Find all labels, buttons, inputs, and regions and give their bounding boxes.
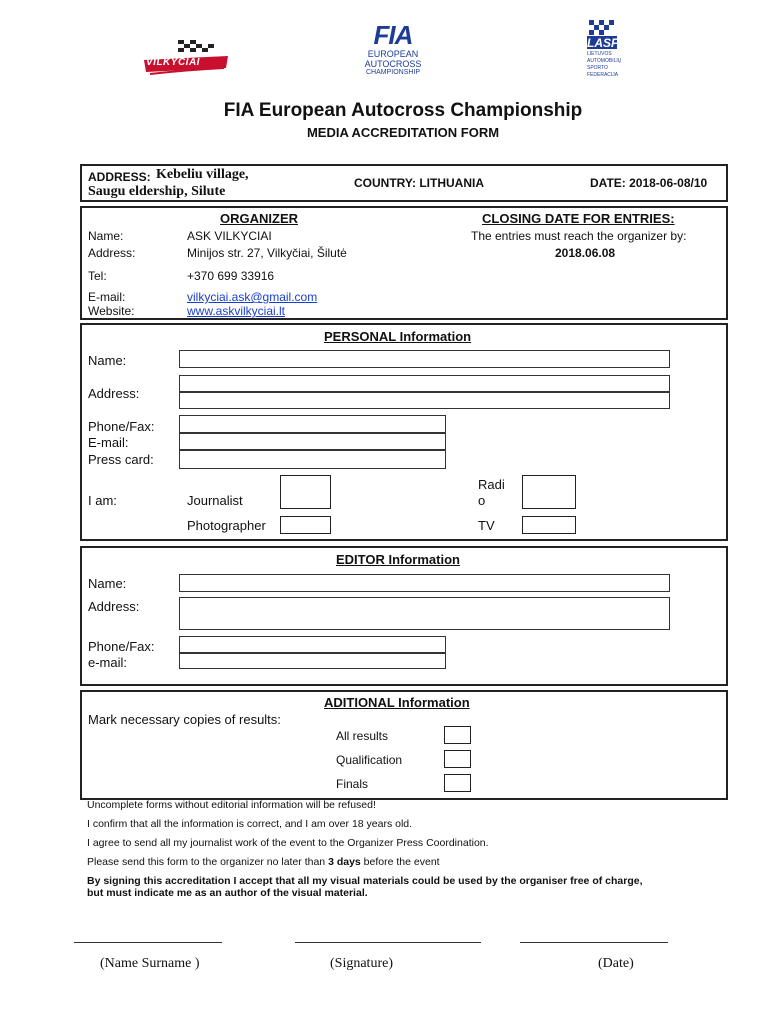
closing-date-title: CLOSING DATE FOR ENTRIES:: [482, 211, 675, 226]
page-title: FIA European Autocross Championship: [223, 100, 583, 121]
org-tel-value: +370 699 33916: [187, 269, 275, 283]
closing-date-text: The entries must reach the organizer by:: [471, 229, 687, 243]
org-name-value: ASK VILKYCIAI: [187, 229, 272, 243]
radio-label-line-2: o: [478, 493, 486, 508]
finals-checkbox[interactable]: [444, 774, 471, 792]
radio-checkbox[interactable]: [522, 475, 576, 509]
name-surname-caption: (Name Surname ): [100, 956, 200, 971]
org-email-link[interactable]: vilkyciai.ask@gmail.com: [187, 290, 318, 304]
iam-label: I am:: [88, 493, 117, 508]
lasf-mark: LASF: [587, 36, 619, 50]
editor-email-field[interactable]: [179, 653, 446, 669]
closing-date-value: 2018.06.08: [555, 246, 616, 260]
note-deadline-text-2: before the event: [360, 856, 440, 868]
signature-line: [295, 942, 481, 943]
note-confirm: I confirm that all the information is correct, and I am over 18 years old.: [87, 818, 413, 830]
personal-phone-label: Phone/Fax:: [88, 419, 155, 434]
editor-title: EDITOR Information: [336, 552, 460, 567]
personal-name-label: Name:: [88, 353, 127, 368]
fia-line-2: AUTOCROSS: [364, 59, 422, 69]
address-line-1: Kebeliu village,: [156, 167, 249, 182]
org-name-label: Name:: [88, 229, 124, 243]
personal-address-field-1[interactable]: [179, 375, 670, 392]
note-agree: I agree to send all my journalist work of the event to the Organizer Press Coordination.: [87, 837, 489, 849]
editor-box: [80, 546, 728, 686]
address-line-2: Saugu eldership, Silute: [88, 184, 226, 199]
country: COUNTRY: LITHUANIA: [354, 176, 484, 190]
personal-title: PERSONAL Information: [324, 329, 472, 344]
fia-line-1: EUROPEAN: [367, 49, 419, 59]
journalist-checkbox[interactable]: [280, 475, 331, 509]
note-incomplete: Uncomplete forms without editorial information will be refused!: [87, 799, 376, 811]
photographer-checkbox[interactable]: [280, 516, 331, 534]
organizer-box: [80, 206, 728, 320]
fia-line-3: CHAMPIONSHIP: [365, 69, 421, 76]
lasf-line-2: AUTOMOBILIŲ: [587, 58, 622, 64]
personal-email-field[interactable]: [179, 433, 446, 450]
lasf-line-4: FEDERACIJA: [587, 72, 619, 78]
note-deadline: [87, 856, 440, 868]
tv-checkbox[interactable]: [522, 516, 576, 534]
lasf-line-1: LIETUVOS: [587, 51, 612, 57]
signature-caption: (Signature): [330, 956, 393, 971]
vilkyciai-logo-text: VILKYČIAI: [146, 57, 200, 68]
organizer-title: ORGANIZER: [220, 211, 298, 226]
personal-press-field[interactable]: [179, 450, 446, 469]
fia-mark: FIA: [373, 20, 413, 50]
editor-address-field[interactable]: [179, 597, 670, 630]
personal-email-label: E-mail:: [88, 435, 129, 450]
editor-address-label: Address:: [88, 599, 140, 614]
radio-label-line-1: Radi: [478, 477, 505, 492]
editor-phone-field[interactable]: [179, 636, 446, 653]
vilkyciai-logo: [140, 38, 232, 80]
personal-name-field[interactable]: [179, 350, 670, 368]
page-subtitle: MEDIA ACCREDITATION FORM: [306, 125, 500, 140]
org-address-value: Minijos str. 27, Vilkyčiai, Šilutė: [187, 246, 347, 260]
org-website-link[interactable]: www.askvilkyciai.lt: [187, 304, 286, 318]
header-box: [80, 164, 728, 202]
address-label: ADDRESS:: [88, 170, 151, 184]
note-deadline-text-1: Please send this form to the organizer no later than: [87, 856, 329, 868]
finals-label: Finals: [336, 777, 369, 791]
journalist-label: Journalist: [187, 493, 243, 508]
editor-email-label: e-mail:: [88, 655, 128, 670]
date-caption: (Date): [598, 956, 634, 971]
org-email-label: E-mail:: [88, 290, 126, 304]
additional-box: [80, 690, 728, 800]
note-visual-line-1: By signing this accreditation I accept that all my visual materials could be used by the organiser free of charge,: [87, 875, 643, 887]
editor-name-label: Name:: [88, 576, 127, 591]
note-visual-line-2: but must indicate me as an author of the visual material.: [87, 887, 368, 899]
editor-name-field[interactable]: [179, 574, 670, 592]
name-signature-line: [74, 942, 222, 943]
org-tel-label: Tel:: [88, 269, 107, 283]
personal-address-field-2[interactable]: [179, 392, 670, 409]
org-website-label: Website:: [88, 304, 135, 318]
qualification-checkbox[interactable]: [444, 750, 471, 768]
note-deadline-days: 3 days: [328, 856, 361, 868]
event-date: DATE: 2018-06-08/10: [590, 176, 708, 190]
date-signature-line: [520, 942, 668, 943]
org-address-label: Address:: [88, 246, 136, 260]
all-results-label: All results: [336, 729, 389, 743]
qualification-label: Qualification: [336, 753, 403, 767]
lasf-logo: [583, 20, 633, 80]
personal-box: [80, 323, 728, 541]
personal-phone-field[interactable]: [179, 415, 446, 433]
all-results-checkbox[interactable]: [444, 726, 471, 744]
personal-press-label: Press card:: [88, 452, 154, 467]
personal-address-label: Address:: [88, 386, 140, 401]
fia-autocross-logo: [358, 20, 428, 82]
lasf-line-3: SPORTO: [587, 65, 608, 71]
photographer-label: Photographer: [187, 518, 266, 533]
tv-label: TV: [478, 518, 495, 533]
copies-label: Mark necessary copies of results:: [88, 712, 281, 727]
additional-title: ADITIONAL Information: [324, 695, 470, 710]
editor-phone-label: Phone/Fax:: [88, 639, 155, 654]
